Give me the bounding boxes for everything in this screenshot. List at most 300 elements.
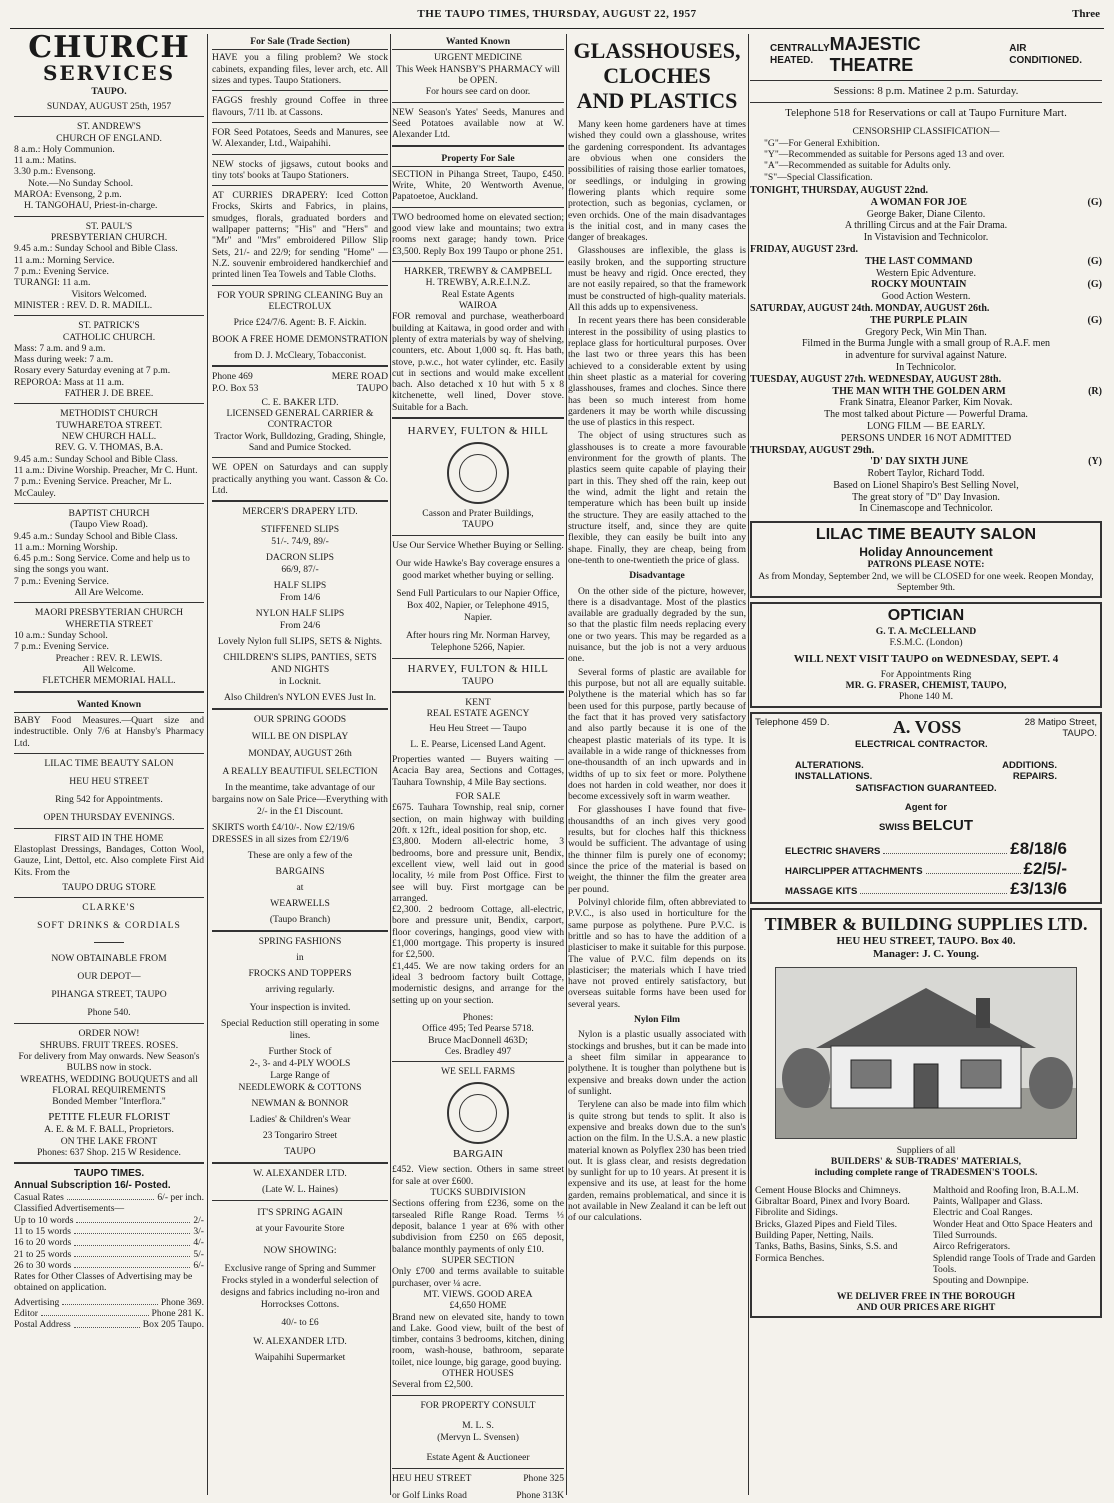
maori-church-head [14, 607, 204, 630]
text-line: Phone 281 K. [151, 1308, 204, 1320]
text-line: PETITE FLEUR FLORIST [48, 1111, 170, 1124]
classified-item: AT CURRIES DRAPERY: Iced Cotton Frocks, Skirts and Fabrics, in plains, smudges, florals, graduated borders and wallpaper patterns; "His" and "Hers" and "Mr" and "Mrs" embroidered Pillow Slip Sets, 21/- and 22/9; for sending "Home" —N.Z. souvenir embroidered handkerchief and printed linen Tea Towels and Table Cloths. [212, 190, 388, 281]
text-line: MASSAGE KITS [785, 885, 858, 897]
text-line: C. E. BAKER LTD. [261, 396, 339, 408]
text-line: George Baker, Diane Cilento. [866, 208, 986, 220]
text-line: 16 to 20 words [14, 1237, 72, 1249]
text-line: Send Full Particulars to our Napier Office, Box 402, Napier, or Telephone 4915, Napier. [396, 587, 560, 623]
hfh-town-2: TAUPO [462, 675, 494, 687]
text-line: at [296, 881, 304, 893]
classified-item: NEW stocks of jigsaws, cutout books and tiny tots' books at Taupo Stationers. [212, 158, 388, 181]
text-line: BUILDERS' & SUB-TRADES' MATERIALS, [830, 1156, 1022, 1168]
text-line: TAUPO DRUG STORE [62, 882, 156, 894]
text-line: Our wide Hawke's Bay coverage ensures a good market whether buying or selling. [396, 557, 560, 581]
text-line: WE DELIVER FREE IN THE BOROUGH [836, 1290, 1016, 1302]
maori-church-times [14, 630, 204, 687]
column-4 [568, 34, 746, 1495]
text-line: Nylon Film [633, 1014, 681, 1026]
text-line: FLETCHER MEMORIAL HALL. [42, 675, 176, 687]
text-line: Phone 369. [160, 1296, 204, 1308]
text-line: HEATED. [770, 55, 814, 67]
mls-listings [392, 1164, 564, 1390]
column-rule [566, 34, 567, 1495]
text-line: in Locknit. [278, 676, 322, 688]
methodist-head [14, 408, 204, 453]
text-line: Heu Heu Street — Taupo [429, 723, 527, 735]
text-line: Bonded Member "Interflora." [52, 1096, 166, 1108]
text-line: CLOCHES [603, 63, 711, 88]
masthead [10, 8, 1104, 29]
text-line: Preacher : REV. R. LEWIS. [55, 652, 163, 664]
text-line: In Vistavision and Technicolor. [863, 232, 989, 244]
baby-food-ad: BABY Food Measures.—Quart size and indestructible. Only 7/6 at Hansby's Pharmacy Ltd. [14, 714, 204, 749]
text-line: from D. J. McCleary, Tobacconist. [233, 349, 367, 361]
text-line: ALTERATIONS. [795, 760, 864, 772]
text-line: £8/18/6 [1010, 838, 1067, 858]
kent-wanted: Properties wanted — Buyers waiting — Acacia Bay area, Sections and Cottages, Tauhara Township, 4 Mile Bay sections. [392, 754, 564, 788]
st-andrews-head [14, 121, 204, 144]
text-line: IT'S SPRING AGAIN [257, 1206, 343, 1218]
text-line: FRIDAY, AUGUST 23rd. [750, 243, 858, 255]
text-line: Electric and Coal Ranges. [932, 1207, 1033, 1219]
clarkes-ad [14, 902, 204, 1019]
text-line: 26 to 30 words [14, 1259, 72, 1271]
text-line: CATHOLIC CHURCH. [62, 331, 156, 343]
text-line: Tractor Work, Bulldozing, Grading, Shingle, Sand and Pumice Stocked. [214, 430, 386, 454]
text-line: SWISS [878, 822, 910, 834]
text-line: 9.45 a.m.: Sunday School and Bible Class. [14, 530, 178, 542]
text-line: Good Action Western. [881, 291, 971, 303]
text-line: TAUPO [356, 382, 388, 394]
text-line: Further Stock of [268, 1045, 332, 1057]
text-line: 8 a.m.: Holy Communion. [14, 143, 115, 155]
hfh-town: TAUPO [462, 519, 494, 531]
text-line: Based on Lionel Shapiro's Best Selling Novel, [833, 479, 1019, 491]
text-line: H. TREWBY, A.R.E.I.N.Z. [425, 277, 531, 289]
text-line: 9.45 a.m.: Sunday School and Bible Class. [14, 453, 178, 465]
text-line: HARKER, TREWBY & CAMPBELL [404, 266, 552, 277]
text-line: 11 a.m.: Morning Service. [14, 254, 115, 266]
house-illustration [775, 967, 1077, 1139]
text-line: Disadvantage [629, 570, 685, 582]
kent-ad-head [392, 697, 564, 750]
article-body [568, 119, 746, 1224]
baptist-head [14, 508, 204, 531]
text-line: "S"—Special Classification. [764, 171, 873, 183]
classified-head: Classified Advertisements— [14, 1203, 125, 1215]
text-line: CENTRALLY [770, 43, 830, 55]
st-patricks-head [14, 320, 204, 343]
text-line: ST. PAUL'S [85, 220, 133, 232]
text-line: Phone 313K [516, 1489, 564, 1501]
text-line: Advertising [14, 1296, 60, 1308]
yates-ad: NEW Season's Yates' Seeds, Manures and Seed Potatoes available now at W. Alexander Ltd. [392, 106, 564, 141]
text-line: Tanks, Baths, Basins, Sinks, S.S. and Formica Benches. [755, 1241, 898, 1264]
church-place: TAUPO. [91, 85, 127, 97]
text-line: (Y) [1088, 456, 1102, 468]
text-line: THURSDAY, AUGUST 29th. [750, 444, 875, 456]
text-line: WEARWELLS [270, 897, 330, 909]
text-line: (Mervyn L. Svensen) [437, 1431, 519, 1443]
first-aid-ad [14, 833, 204, 894]
column-2 [212, 34, 388, 1495]
text-line: Suppliers of all [896, 1144, 956, 1156]
text-line: (R) [1088, 385, 1102, 397]
lilac-time-ad [14, 758, 204, 824]
text-line: HEU HEU STREET [69, 775, 149, 787]
text-line: On the other side of the picture, however, there is a disadvantage. Most of the plastics available are gradually degraded by the sun, so that the plastic film needs replacing every one or two years. This may be regarded as a nuisance, but the job is not a very arduous one. [568, 585, 746, 665]
text-line: A. VOSS [892, 716, 962, 737]
text-line: W. ALEXANDER LTD. [253, 1167, 347, 1179]
alexander-ad [212, 1168, 388, 1196]
text-line: Note.—No Sunday School. [28, 177, 133, 189]
text-line: CHURCH OF ENGLAND. [56, 132, 162, 144]
text-line: THE PURPLE PLAIN [870, 314, 968, 326]
methodist-times [14, 454, 204, 499]
church-date: SUNDAY, AUGUST 25th, 1957 [46, 100, 172, 112]
text-line: All Are Welcome. [74, 587, 144, 599]
wanted-known-head: Wanted Known [392, 34, 564, 50]
text-line: WILL BE ON DISPLAY [251, 731, 349, 743]
column-5 [750, 34, 1102, 1495]
column-3 [392, 34, 564, 1501]
text-line: 2/- [193, 1214, 204, 1226]
text-line: 'D' DAY SIXTH JUNE [870, 456, 968, 468]
st-pauls-head [14, 221, 204, 244]
text-line: Ladies' & Children's Wear [249, 1113, 351, 1125]
text-line: Use Our Service Whether Buying or Selling. [392, 539, 564, 551]
text-line: MERE ROAD [331, 371, 388, 383]
text-line: Glasshouses are inflexible, the glass is easily broken, and the supporting structure must be heavy and rigid. Once erected, they are not easily repaired, so that the framework must be constructed of high-quality materials. All this adds up to expensiveness. [568, 245, 746, 313]
text-line: In Technicolor. [895, 361, 957, 373]
text-line: INSTALLATIONS. [795, 771, 873, 783]
text-line: The most talked about Picture — Powerful Drama. [824, 409, 1028, 421]
text-line: FATHER J. DE BREE. [64, 388, 154, 400]
text-line: AND OUR PRICES ARE RIGHT [856, 1301, 996, 1313]
mls-consult [392, 1400, 564, 1464]
text-line: SKIRTS worth £4/10/-. Now £2/19/6 [212, 821, 355, 833]
text-line: Phone 140 M. [898, 691, 954, 703]
text-line: Large Range of [270, 1069, 330, 1081]
column-rule [748, 34, 749, 1495]
text-line: LILAC TIME BEAUTY SALON [44, 757, 174, 769]
text-line: WREATHS, WEDDING BOUQUETS and all FLORAL REQUIREMENTS [20, 1073, 198, 1096]
censor-head: CENSORSHIP CLASSIFICATION— [852, 126, 1000, 138]
harker-ad [392, 266, 564, 311]
text-line: H. TANGOHAU, Priest-in-charge. [24, 200, 158, 212]
kent-listings [392, 802, 564, 1006]
text-line: 51/-. 74/9, 89/- [271, 536, 329, 548]
text-line: 10 a.m.: Sunday School. [14, 630, 108, 642]
text-line: Manager: J. C. Young. [873, 947, 979, 960]
text-line: Robert Taylor, Richard Todd. [867, 468, 985, 480]
text-line: Exclusive range of Spring and Summer Frocks styled in a wonderful selection of designs and fabrics including no-iron and Horrockses Cottons. [220, 1262, 380, 1310]
text-line: Phone 540. [87, 1007, 131, 1019]
text-line: ST. ANDREW'S [77, 121, 141, 133]
text-line: F.S.M.C. (London) [889, 637, 963, 649]
text-line: MT. VIEWS. GOOD AREA [423, 1288, 533, 1300]
text-line: in adventure for survival against Nature. [845, 350, 1007, 362]
film-list [750, 185, 1102, 515]
text-line: BOOK A FREE HOME DEMONSTRATION [212, 333, 388, 345]
text-line: Brand new on elevated site, handy to town and Lake. Good view, built of the best of timber, contains 3 bedrooms, kitchen, dining room, wash-house, bathroom, separate toilet, nice lounge, big garage, good buying. [392, 1311, 564, 1368]
text-line: Waipahihi Supermarket [254, 1352, 346, 1364]
text-line: Box 205 Taupo. [142, 1319, 204, 1331]
text-line: 11 a.m.: Matins. [14, 155, 77, 167]
text-line: HEU HEU STREET, TAUPO. Box 40. [836, 934, 1016, 947]
text-line: TIMBER & BUILDING SUPPLIES LTD. [764, 913, 1088, 934]
baptist-times [14, 531, 204, 599]
text-line: HALF SLIPS [273, 580, 327, 592]
text-line: Ring 542 for Appointments. [55, 793, 163, 805]
text-line: GLASSHOUSES, [573, 38, 741, 63]
text-line: (Late W. L. Haines) [262, 1183, 338, 1195]
text-line: THE MAN WITH THE GOLDEN ARM [832, 385, 1006, 397]
text-line: CONDITIONED. [1009, 55, 1082, 67]
text-line: REAL ESTATE AGENCY [426, 708, 530, 720]
text-line: LONG FILM — BE EARLY. [867, 420, 985, 432]
church-services-logo-sub: SERVICES [42, 61, 176, 85]
text-line: In recent years there has been considerable interest in the possibility of using plastics to replace glass for horticultural purposes. Over the last two or three years this has been achieved to a considerable extent by using thin sheet plastic as a material for covering glasshouses, frames and cloches. Since there has been so much interest from home gardeners it may be worth while discussing the use of plastics in this respect. [568, 315, 746, 429]
text-line: Estate Agent & Auctioneer [426, 1451, 530, 1463]
hfh-text [392, 540, 564, 654]
text-line: at your Favourite Store [255, 1222, 345, 1234]
text-line: Wonder Heat and Otto Space Heaters and Tiled Surrounds. [932, 1218, 1093, 1242]
optician-ad [750, 602, 1102, 707]
text-line: ELECTRIC SHAVERS [785, 845, 881, 857]
text-line: Gibraltar Board, Pinex and Ivory Board. [755, 1196, 910, 1208]
text-line: From 14/6 [279, 592, 321, 604]
sessions: Sessions: 8 p.m. Matinee 2 p.m. Saturday. [833, 85, 1019, 98]
text-line: Several from £2,500. [392, 1379, 473, 1391]
contacts [14, 1297, 204, 1331]
text-line: PERSONS UNDER 16 NOT ADMITTED [840, 432, 1012, 444]
text-line: Frank Sinatra, Eleanor Parker, Kim Novak. [839, 397, 1013, 409]
text-line: TUCKS SUBDIVISION [430, 1187, 526, 1199]
text-line: In the meantime, take advantage of our bargains now on Sale Price—Everything with 2/- in the £1 Discount. [212, 782, 388, 817]
text-line: 6.45 p.m.: Song Service. Come and help us to sing the songs you want. [14, 553, 190, 576]
voss-ad [750, 712, 1102, 904]
masthead-title: THE TAUPO TIMES, THURSDAY, AUGUST 22, 1957 [417, 8, 697, 20]
text-line: DACRON SLIPS [266, 552, 334, 564]
text-line: Polvinyl chloride film, often abbreviated to P.V.C., is also used in horticulture for the same purpose as polythene. Pure P.V.C. is brittle and so has to have the addition of a plasticiser to make it suitable for this purpose. The value of P.V.C. film depends on its plasticiser; the materials which I have tried have not proved entirely satisfactory, but overseas suitable forms have been used for several years. [568, 896, 746, 1010]
text-line: Editor [14, 1308, 38, 1320]
text-line: Many keen home gardeners have at times wished they could own a glasshouse, writes the gardening correspondent. Its advantages are obvious when one considers the possibilities of raising those earlier tomatoes, or seedlings, or indulging in growing flowering plants which require some protection, such as begonias, cyclamen, or even orchids. One of the main disadvantages is the initial cost, and in many cases the danger of breakages. [568, 119, 746, 244]
text-line: As from Monday, September 2nd, we will be CLOSED for one week. Reopen Monday, September 9th. [758, 570, 1094, 593]
text-line: LICENSED GENERAL CARRIER & CONTRACTOR [226, 408, 374, 431]
text-line: Telephone 459 D. [755, 716, 830, 728]
text-line: HAIRCLIPPER ATTACHMENTS [785, 865, 923, 877]
baker-ad [212, 371, 388, 453]
text-line: REV. G. V. THOMAS, B.A. [54, 442, 164, 454]
text-line: Your inspection is invited. [249, 1001, 351, 1013]
text-line: NEEDLEWORK & COTTONS [238, 1081, 362, 1093]
text-line: 3.30 p.m.: Evensong. [14, 166, 96, 178]
text-line: Special Reduction still operating in some lines. [220, 1017, 379, 1041]
text-line: "Y"—Recommended as suitable for Persons aged 13 and over. [764, 149, 1005, 161]
text-line: REPAIRS. [1012, 771, 1057, 783]
text-line: (G) [1087, 279, 1102, 291]
text-line: Price £24/7/6. Agent: B. F. Aickin. [233, 317, 367, 329]
text-line: KENT [465, 696, 491, 708]
text-line: BAPTIST CHURCH [68, 507, 150, 519]
text-line: WAIROA [458, 299, 498, 311]
text-line: "A"—Recommended as suitable for Adults only. [764, 160, 951, 172]
text-line: The great story of "D" Day Invasion. [852, 491, 1000, 503]
text-line: STIFFENED SLIPS [260, 524, 340, 536]
text-line: 7 p.m.: Evening Service. [14, 575, 109, 587]
text-line: URGENT MEDICINE [433, 52, 523, 64]
classified-item: HAVE you a filing problem? We stock cabinets, expanding files, lever arch, etc. All sizes and types. Taupo Stationers. [212, 52, 388, 86]
timber-ad [750, 908, 1102, 1318]
real-estate-seal-icon [447, 442, 509, 504]
church-services-logo: CHURCH [28, 30, 190, 65]
text-line: Splendid range Tools of Trade and Garden Tools. [932, 1252, 1096, 1275]
rates-list [14, 1215, 204, 1272]
text-line: MINISTER : REV. D. R. MADILL. [14, 299, 153, 311]
text-line: FIRST AID IN THE HOME [54, 832, 164, 844]
text-line: TURANGI: 11 a.m. [14, 277, 91, 289]
property-item: SECTION in Pihanga Street, Taupo, £450. Write, White, 20 Wentworth Avenue, Papatoetoe, Auckland. [392, 168, 564, 203]
text-line: A. E. & M. F. BALL, Proprietors. [44, 1124, 174, 1136]
urgent-medicine-ad [392, 52, 564, 97]
article-headline [568, 38, 746, 113]
text-line: 7 p.m.: Evening Service. [14, 265, 109, 277]
text-line: 3/- [193, 1225, 204, 1237]
text-line: SATISFACTION GUARANTEED. [855, 782, 997, 794]
real-estate-seal-icon-2 [447, 1082, 509, 1144]
text-line: Phone 469 [212, 371, 253, 383]
text-line: TAUPO. [1062, 727, 1097, 739]
text-line: Nylon is a plastic usually associated with stockings and brushes, but it can be made into a sheet film similar in appearance to polythene. It is tougher than polythene but is expensive and breaks down under the action of sunlight. [568, 1029, 746, 1097]
text-line: After hours ring Mr. Norman Harvey, Telephone 5266, Napier. [405, 629, 551, 653]
text-line: For delivery from May onwards. New Season's BULBS now in stock. [18, 1050, 200, 1074]
text-line: 23 Tongariro Street [262, 1129, 338, 1141]
we-sell-farms: WE SELL FARMS [440, 1066, 516, 1078]
text-line: SUPER SECTION [441, 1254, 515, 1266]
text-line: FROCKS AND TOPPERS [248, 967, 352, 979]
text-line: MAORI PRESBYTERIAN CHURCH [34, 607, 184, 619]
text-line: The object of using structures such as glasshouses is to create a more favourable environment for the growth of plants. The plastics seem quite capable of playing their part in this. They shed off the rain, keep out the wind, admit the light and retain the temperature which has been built up inside the structure. They are easily attached to the structure itself, and, since they are quite flexible, they can easily be built into any shape. Finally, they are cheap, being from one-tenth to one-twentieth the price of glass. [568, 430, 746, 566]
column-rule [207, 34, 208, 1495]
text-line: TONIGHT, THURSDAY, AUGUST 22nd. [750, 184, 929, 196]
text-line: TUESDAY, AUGUST 27th. WEDNESDAY, AUGUST 28th. [750, 373, 1002, 385]
text-line: FOR PROPERTY CONSULT [420, 1399, 536, 1411]
text-line: PRESBYTERIAN CHURCH. [50, 232, 168, 244]
text-line: A WOMAN FOR JOE [870, 196, 967, 208]
text-line: 28 Matipo Street, [1024, 716, 1097, 728]
text-line: £3/13/6 [1010, 878, 1067, 898]
text-line: Malthoid and Roofing Iron, B.A.L.M. Paints, Wallpaper and Glass. [932, 1184, 1079, 1208]
text-line: arriving regularly. [265, 983, 335, 995]
text-line: 7 p.m.: Evening Service. [14, 641, 109, 653]
text-line: All Welcome. [82, 663, 136, 675]
text-line: G. T. A. McCLELLAND [875, 626, 977, 638]
text-line: Bruce MacDonnell 463D; [428, 1034, 528, 1046]
text-line: OPEN THURSDAY EVENINGS. [43, 811, 175, 823]
text-line: £2,300. 2 bedroom Cottage, all-electric, bore and pressure unit, Bendix, carport, floor coverings, hangings, good view with £1,000 mortgage. This property is insured for £2,500. [392, 904, 564, 961]
text-line: 40/- to £6 [281, 1316, 319, 1328]
text-line: TUWHARETOA STREET. [55, 419, 163, 431]
text-line: MONDAY, AUGUST 26th [248, 748, 352, 760]
text-line: 6/- per inch. [157, 1191, 204, 1203]
text-line: Rosary every Saturday evening at 7 p.m. [14, 365, 171, 377]
text-line: Gregory Peck, Win Min Than. [865, 326, 987, 338]
text-line: Lovely Nylon full SLIPS, SETS & Nights. [217, 636, 383, 648]
spring-ad [212, 1207, 388, 1365]
bargain-label: BARGAIN [452, 1147, 504, 1160]
theatre-name: MAJESTIC THEATRE [829, 34, 921, 76]
classified-item: FOR Seed Potatoes, Seeds and Manures, see W. Alexander, Ltd., Waipahihi. [212, 126, 388, 150]
text-line: MAROA: Evensong, 2 p.m. [14, 189, 122, 201]
reservations: Telephone 518 for Reservations or call at Taupo Furniture Mart. [785, 107, 1067, 120]
text-line: M. L. S. [462, 1419, 494, 1431]
text-line: (G) [1087, 314, 1102, 326]
text-line: Up to 10 words [14, 1214, 74, 1226]
text-line: ORDER NOW! [78, 1028, 140, 1040]
text-line: Several forms of plastic are available for this purpose, but not all are equally suitable. Polythene is the material which has so far been used for this purpose, partly because of the fact that it has proved very satisfactory and also partly because it is one of the cheapest plastic materials of its type. It is available in a wide range of thicknesses from one-thousandth of an inch upwards and in widths of up to six feet or more. Polythene does not harden in cold weather, nor does it become excessively soft in warm weather. [568, 666, 746, 803]
text-line: Agent for [904, 801, 948, 813]
text-line: SPRING FASHIONS [258, 935, 342, 947]
mls-foot-1 [392, 1473, 564, 1484]
text-line: Western Epic Adventure. [876, 267, 976, 279]
text-line: 11 a.m.: Morning Worship. [14, 541, 118, 553]
text-line: Mass during week: 7 a.m. [14, 354, 114, 366]
text-line: (G) [1087, 255, 1102, 267]
text-line: PIHANGA STREET, TAUPO [51, 989, 167, 1001]
for-sale-head: For Sale (Trade Section) [212, 34, 388, 50]
text-line: Only £700 and terms available to suitable purchaser, over ¼ acre. [392, 1266, 564, 1289]
text-line: Postal Address [14, 1319, 71, 1331]
text-line: For glasshouses I have found that five-thousandths of an inch gives very good results, but for cloches half this thickness would be sufficient. The advantage of using the thinner film is purely one of economy; since the price of the material is based on weight, the thinner the film the greater area per pound. [568, 804, 746, 895]
text-line: CHILDREN'S SLIPS, PANTIES, SETS AND NIGHTS [223, 652, 377, 676]
text-line: HEU HEU STREET [392, 1472, 472, 1484]
text-line: 21 to 25 words [14, 1248, 72, 1260]
st-andrews-times [14, 144, 204, 212]
text-line: METHODIST CHURCH [60, 408, 158, 420]
wanted-known-head: Wanted Known [14, 697, 204, 713]
text-line: Filmed in the Burma Jungle with a small group of R.A.F. men [801, 338, 1051, 350]
casual-rates [14, 1192, 204, 1203]
text-line: £3,800. Modern all-electric home, 3 bedrooms, bore and pressure unit, Bendix, excellent view, well laid out in good locality, ½ mile from Post Office. First to see will buy. First mortgage can be arranged. [392, 836, 564, 904]
text-line: Fibrolite and Sidings. [755, 1207, 838, 1219]
text-line: or Golf Links Road [392, 1489, 467, 1501]
electrolux-ad [212, 290, 388, 362]
text-line: Building Paper, Netting, Nails. [755, 1230, 874, 1242]
text-line: in [296, 951, 304, 963]
text-line: CLARKE'S [82, 902, 136, 914]
for-sale-label: FOR SALE [455, 791, 501, 802]
text-line: NYLON HALF SLIPS [255, 608, 345, 620]
text-line: Airco Refrigerators. [932, 1241, 1011, 1253]
text-line: (G) [1087, 196, 1102, 208]
text-line: £2/5/- [1023, 858, 1067, 878]
column-1 [14, 30, 204, 1495]
text-line: NOW SHOWING: [263, 1244, 337, 1256]
florist-ad [14, 1028, 204, 1158]
text-line: ST. PATRICK'S [78, 320, 140, 332]
text-line: Also Children's NYLON EVES Just In. [223, 692, 377, 704]
text-line: 6/- [193, 1259, 204, 1271]
text-line: ELECTRICAL CONTRACTOR. [855, 739, 988, 751]
text-line: Sections offering from £236, some on the tarsealed Rifle Range Road. Terms ⅓ deposit, balance 1 year at 6% with other subdivision from £250 on £65 deposit, balance monthly payments of only £10. [392, 1198, 564, 1255]
text-line: £452. View section. Others in same street for sale at over £600. [392, 1164, 564, 1187]
theatre-header [750, 34, 1102, 76]
kent-phones [392, 1012, 564, 1057]
text-line: Spouting and Downpipe. [932, 1275, 1029, 1287]
text-line: MR. G. FRASER, CHEMIST, TAUPO, [845, 680, 1007, 692]
text-line: 4/- [193, 1237, 204, 1249]
